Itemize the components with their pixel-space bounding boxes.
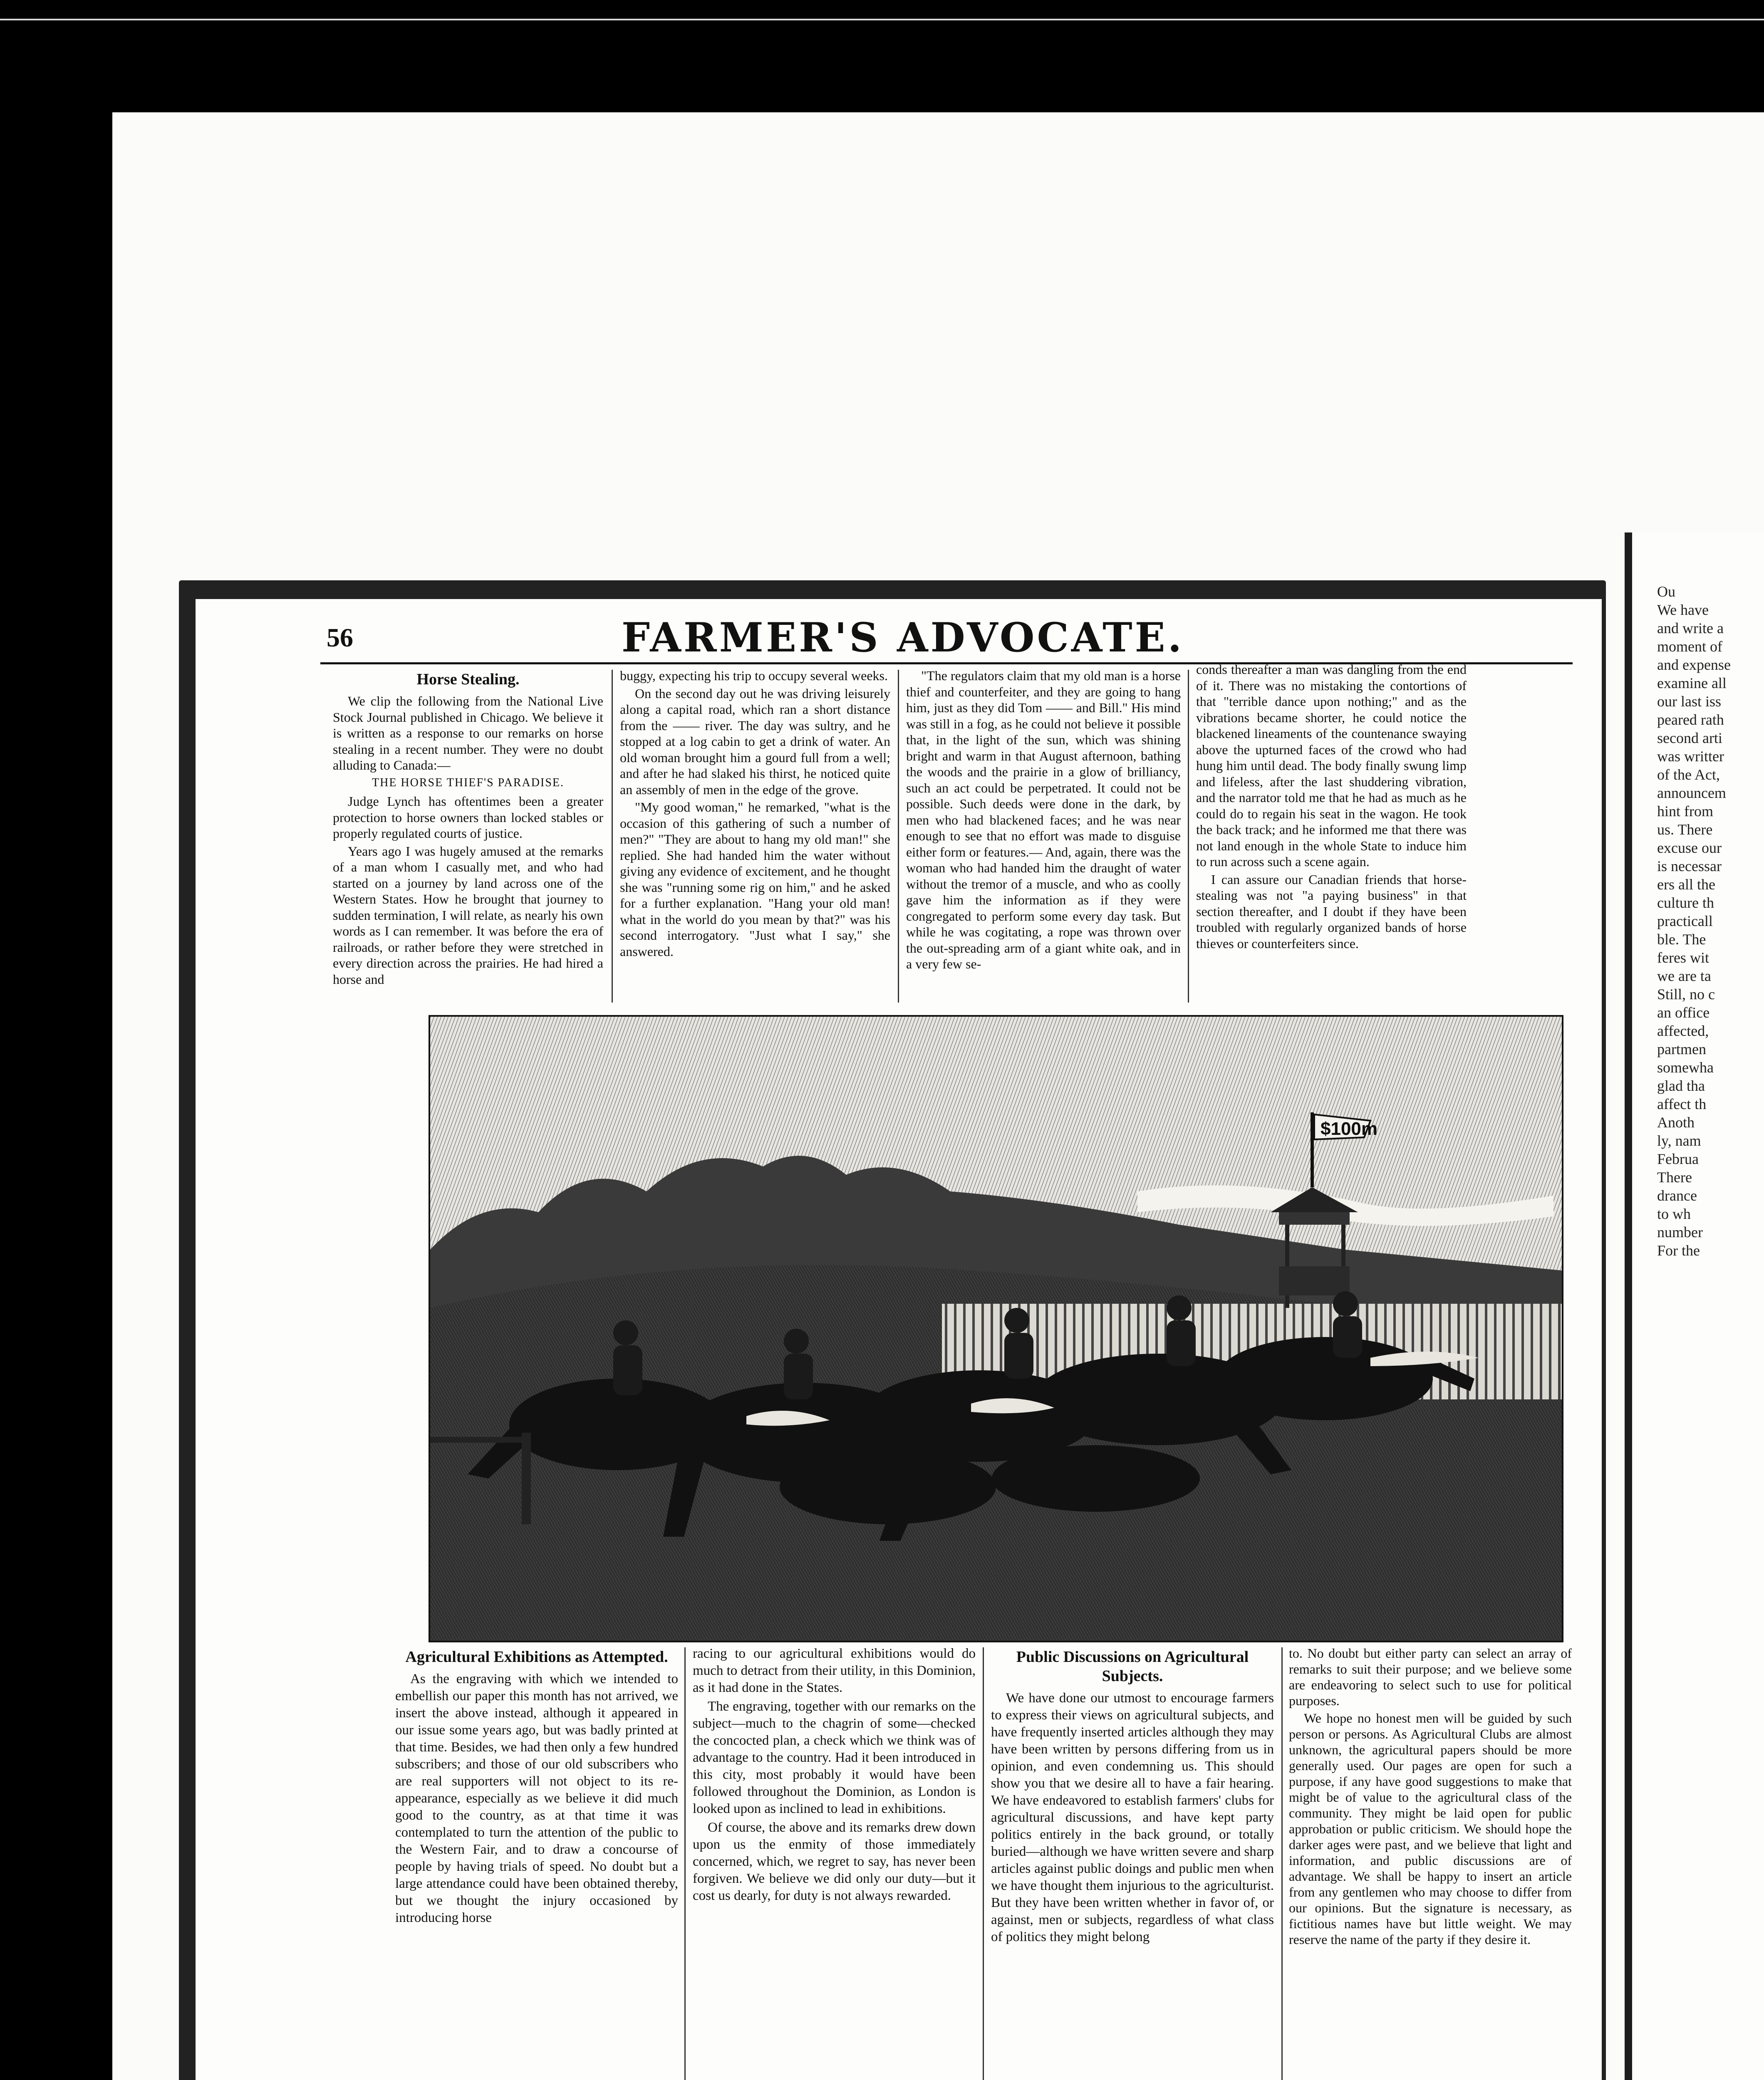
next-page-fragment: us. There (1657, 821, 1713, 838)
next-page-fragment: hint from (1657, 803, 1713, 820)
next-page-fragment: ble. The (1657, 931, 1706, 948)
next-page-fragment: feres wit (1657, 949, 1709, 966)
next-page-fragment: We have (1657, 602, 1709, 618)
next-page-fragment: affected, (1657, 1023, 1709, 1039)
next-page-fragment: Anoth (1657, 1114, 1695, 1131)
horse-stealing-paragraph: Years ago I was hugely amused at the remarks of a man whom I casually met, and who had started on a journey by land across one of the Western States. How he brought that journey to sudden termination, I will relate, as nearly his own words as I can remember. It was before the era of railroads, or rather before they were stretched in every direction across the prairies. He had hired a horse and (333, 843, 603, 987)
newspaper-page (196, 599, 1602, 2080)
flag-text: $100m (1321, 1119, 1378, 1139)
next-page-fragment: and write a (1657, 620, 1724, 636)
horse-stealing-paragraph: Judge Lynch has oftentimes been a greater protection to horse owners than locked stables or properly regulated courts of justice. (333, 794, 603, 841)
next-page-fragment: our last iss (1657, 693, 1722, 710)
article-heading-ag-exhibitions: Agricultural Exhibitions as Attempted. (405, 1648, 668, 1666)
next-page-fragment: ly, nam (1657, 1132, 1701, 1149)
next-page-fragment: Februa (1657, 1151, 1699, 1167)
column-6 (693, 1645, 976, 1906)
next-page-fragment: to wh (1657, 1206, 1691, 1222)
column-4 (1196, 661, 1467, 953)
ag-exhibitions-paragraph: As the engraving with which we intended to embellish our paper this month has not arrived, we insert the above instead, although it appeared in our issue some years ago, but was badly printed at that time. Besides, we had then only a few hundred subscribers; and those of our old subscribers who are real supporters will not object to its re-appearance, especially as we believe it did much good to the country, as at that time it was contemplated to turn the attention of the public to the Western Fair, and to draw a concourse of people by having trials of speed. No doubt but a large attendance could have been obtained thereby, but we thought the injury occasioned by introducing horse (395, 1671, 678, 1925)
column-divider (612, 670, 613, 1003)
next-page-fragment: and expense (1657, 656, 1731, 673)
next-page-fragment: For the (1657, 1242, 1700, 1259)
next-page-fragment: peared rath (1657, 711, 1724, 728)
horse-race-engraving (429, 1015, 1563, 1642)
column-public-discussions (991, 1647, 1274, 1947)
next-page-fragment: drance (1657, 1187, 1697, 1204)
ag-exhibitions-continued: racing to our agricultural exhibitions would do much to detract from their utility, in this Dominion, as it had done in the States. (693, 1646, 976, 1695)
public-discussions-paragraph: We have done our utmost to encourage farmers to express their views on agricultural subjects, and have frequently inserted articles although they may have been written by persons differing from us in opinion, and even condemning us. This should show you that we desire all to have a fair hearing. We have endeavored to establish farmers' clubs for agricultural discussions, and have kept party politics entirely in the back ground, or totally buried—although we have written severe and sharp articles against public doings and public men when we have thought them injurious to the agriculturist. But they have been written whether in favor of, or against, men or subjects, regardless of what class of politics they might belong (991, 1691, 1274, 1944)
column-divider (684, 1647, 686, 2080)
column-divider (898, 670, 899, 1003)
next-page-fragment: glad tha (1657, 1077, 1705, 1094)
story-paragraph: conds thereafter a man was dangling from the end of it. There was no mistaking the contortions of that "terrible dance upon nothing;" and as the vibrations became shorter, he could notice the blackened lineaments of the countenance swaying above the upturned faces of the crowd who had hung him until dead. The body finally swung limp and lifeless, after the last shuddering vibration, and the narrator told me that he had as much as he could do to regain his seat in the wagon. He took the back track; and he informed me that there was not land enough in the whole State to induce him to run across such a scene again. (1196, 662, 1467, 869)
page-number: 56 (327, 623, 353, 652)
rail (430, 1437, 530, 1443)
next-page-fragment: of the Act, (1657, 766, 1720, 783)
next-page-fragment: announcem (1657, 785, 1726, 801)
column-8 (1289, 1645, 1572, 1949)
story-paragraph: "The regulators claim that my old man is a horse thief and counterfeiter, and they are going to hang him, just as they did Tom —— and Bill." His mind was still in a fog, as he could not believe it possible that, in the light of the sun, which was shining bright and warm in that August afternoon, bathing the woods and the prairie in a glow of brilliancy, such an act could be perpetrated. It could not be possible. Such deeds were done in the dark, by men who had blackened faces; and he was near enough to see that no effort was made to disguise either form or features.— And, again, there was the woman who had handed him the draught of water without the tremor of a muscle, and who as coolly gave him the information as if they were congregated to perform some every day task. But while he was cogitating, a rope was thrown over the out-spreading arm of a giant white oak, and in a very few se- (906, 668, 1181, 971)
column-divider (1281, 1647, 1283, 2080)
column-2 (620, 668, 890, 961)
horse-thief-subheading: THE HORSE THIEF'S PARADISE. (372, 776, 564, 789)
column-divider (1188, 670, 1189, 1003)
story-paragraph: buggy, expecting his trip to occupy several weeks. (620, 668, 888, 683)
horse-race-illustration (430, 1017, 1562, 1641)
public-discussions-continued: We hope no honest men will be guided by such person or persons. As Agricultural Clubs are almost unknown, the agricultural papers should be more generally used. Our pages are open for such a purpose, if any have good suggestions to make that might be of value to the agricultural class of the community. They might be laid open for public approbation or public criticism. We should hope the darker ages were past, and we believe that light and information, and public discussions are of advantage. We shall be happy to insert an article from any gentlemen who may choose to differ from our opinions. But the signature is necessary, as fictitious names have but little weight. We may reserve the name of the party if they desire it. (1289, 1711, 1572, 1947)
column-divider (983, 1647, 984, 2080)
column-3 (906, 668, 1181, 974)
fence-post (522, 1433, 531, 1524)
next-page-fragment: we are ta (1657, 968, 1711, 984)
article-heading-horse-stealing: Horse Stealing. (416, 671, 520, 688)
story-paragraph: I can assure our Canadian friends that horse-stealing was not "a paying business" in that section thereafter, and I doubt if they have been troubled with regularly organized bands of horse thieves or counterfeiters since. (1196, 872, 1467, 951)
next-page-fragment: examine all (1657, 675, 1727, 691)
next-page-fragment: affect th (1657, 1096, 1707, 1112)
next-page-fragment: culture th (1657, 894, 1714, 911)
next-page-fragment: second arti (1657, 730, 1722, 746)
next-page-fragment: Still, no c (1657, 986, 1715, 1003)
next-page-fragment: practicall (1657, 913, 1713, 929)
next-page-fragment: moment of (1657, 638, 1722, 655)
horse-stealing-intro: We clip the following from the National Live Stock Journal published in Chicago. We believe it is written as a response to our remarks on horse stealing in a recent number. They were no doubt alluding to Canada:— (333, 693, 603, 773)
next-page-fragment: somewha (1657, 1059, 1714, 1076)
article-heading-public-discussions: Public Discussions on Agricultural Subjects. (1016, 1648, 1249, 1685)
public-discussions-continued: to. No doubt but either party can select an array of remarks to suit their purpose; and we believe some are endeavoring to select such to use for political purposes. (1289, 1646, 1572, 1708)
story-paragraph: "My good woman," he remarked, "what is the occasion of this gathering of such a number of men?" "They are about to hang my old man!" she replied. She had handed him the water without giving any evidence of excitement, and he thought she was "running some rig on him," and he asked for a further explanation. "Hang your old man! what in the world do you mean by that?" was his second interrogatory. "Just what I say," she answered. (620, 800, 890, 959)
next-page-fragment: was writter (1657, 748, 1724, 765)
next-page-fragment: number (1657, 1224, 1703, 1241)
next-page-fragment: ers all the (1657, 876, 1715, 893)
next-page-edge (1625, 532, 1764, 2080)
next-page-fragment: excuse our (1657, 839, 1722, 856)
story-paragraph: On the second day out he was driving leisurely along a capital road, which ran a short distance from the —— river. The day was sultry, and he stopped at a log cabin to get a drink of water. An old woman brought him a gourd full from a well; and after he had slaked his thirst, he noticed quite an assembly of men in the edge of the grove. (620, 686, 890, 797)
top-scan-rule (0, 19, 1764, 20)
next-page-fragment: partmen (1657, 1041, 1706, 1057)
column-ag-exhibitions (395, 1647, 678, 1928)
ag-exhibitions-continued: The engraving, together with our remarks on the subject—much to the chagrin of some—checked the concocted plan, a check which we think was of advantage to the country. Had it been introduced in this city, most probably it would have been followed throughout the Dominion, as London is looked upon as inclined to lead in exhibitions. (693, 1699, 976, 1816)
next-page-fragment: an office (1657, 1004, 1710, 1021)
ag-exhibitions-continued: Of course, the above and its remarks drew down upon us the enmity of those immediately concerned, which, we regret to say, has never been forgiven. We believe we did only our duty—but it cost us dearly, for duty is not always rewarded. (693, 1820, 976, 1903)
column-horse-stealing (333, 670, 603, 989)
masthead-title: FARMER'S ADVOCATE. (621, 614, 1184, 661)
next-page-fragment: There (1657, 1169, 1692, 1186)
next-page-fragment: Ou (1657, 583, 1675, 600)
next-page-fragment: is necessar (1657, 858, 1722, 874)
